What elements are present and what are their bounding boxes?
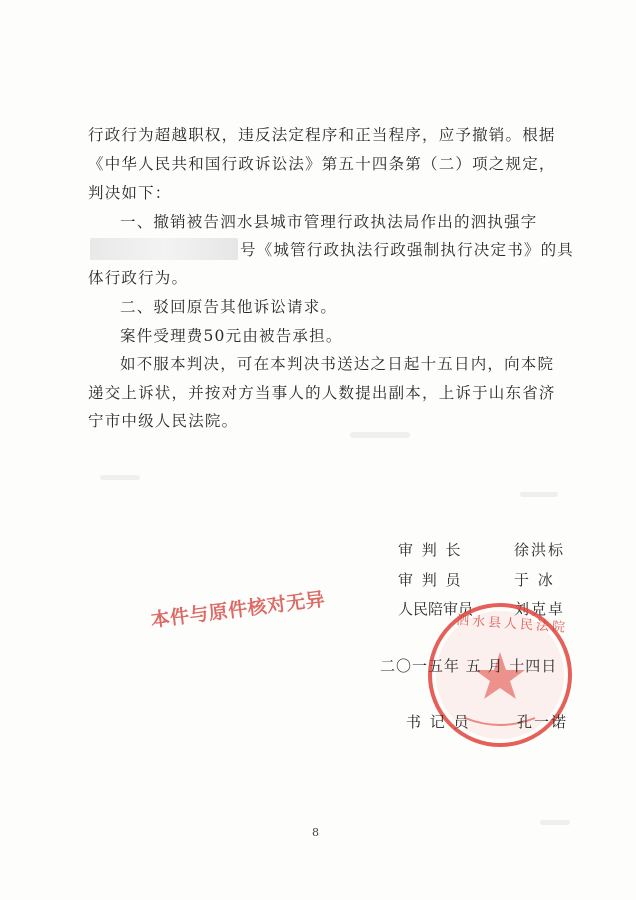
signature-role-juror: 人民陪审员 (398, 600, 474, 618)
body-line-3: 判决如下： (88, 184, 172, 202)
scan-smudge (350, 432, 410, 438)
copy-verified-stamp: 本件与原件核对无异 (149, 588, 327, 632)
signature-name-judge: 于 冰 (514, 571, 555, 589)
scan-smudge (520, 492, 558, 497)
clerk-name: 孔一诺 (517, 713, 569, 731)
body-line-6: 体行政行为。 (88, 269, 189, 287)
signature-role-judge: 审 判 员 (398, 571, 463, 589)
clerk-role: 书 记 员 (406, 713, 471, 731)
signature-role-chief-judge: 审 判 长 (398, 541, 463, 559)
body-line-4: 一、撤销被告泗水县城市管理行政执法局作出的泗执强字 (120, 213, 538, 231)
signature-name-juror: 刘克卓 (514, 600, 566, 618)
redacted-case-number (90, 238, 238, 260)
body-line-5: 号《城管行政执法行政强制执行决定书》的具 (240, 241, 575, 259)
body-line-1: 行政行为超越职权，违反法定程序和正当程序，应予撤销。根据 (88, 126, 556, 144)
page-number: 8 (312, 826, 319, 839)
scan-smudge (100, 475, 140, 480)
body-line-9: 如不服本判决，可在本判决书送达之日起十五日内，向本院 (120, 355, 555, 373)
body-line-11: 宁市中级人民法院。 (88, 412, 239, 430)
judgment-date: 二〇一五年 五 月 十四日 (380, 657, 558, 675)
court-seal-text: 泗水县人民法院 (455, 613, 569, 636)
body-line-7: 二、驳回原告其他诉讼请求。 (120, 298, 338, 316)
body-line-2: 《中华人民共和国行政诉讼法》第五十四条第（二）项之规定， (88, 155, 556, 173)
scan-smudge (540, 820, 570, 825)
signature-name-chief-judge: 徐洪标 (514, 541, 566, 559)
body-line-10: 递交上诉状，并按对方当事人的人数提出副本，上诉于山东省济 (88, 384, 556, 402)
body-line-8: 案件受理费50元由被告承担。 (120, 327, 343, 345)
